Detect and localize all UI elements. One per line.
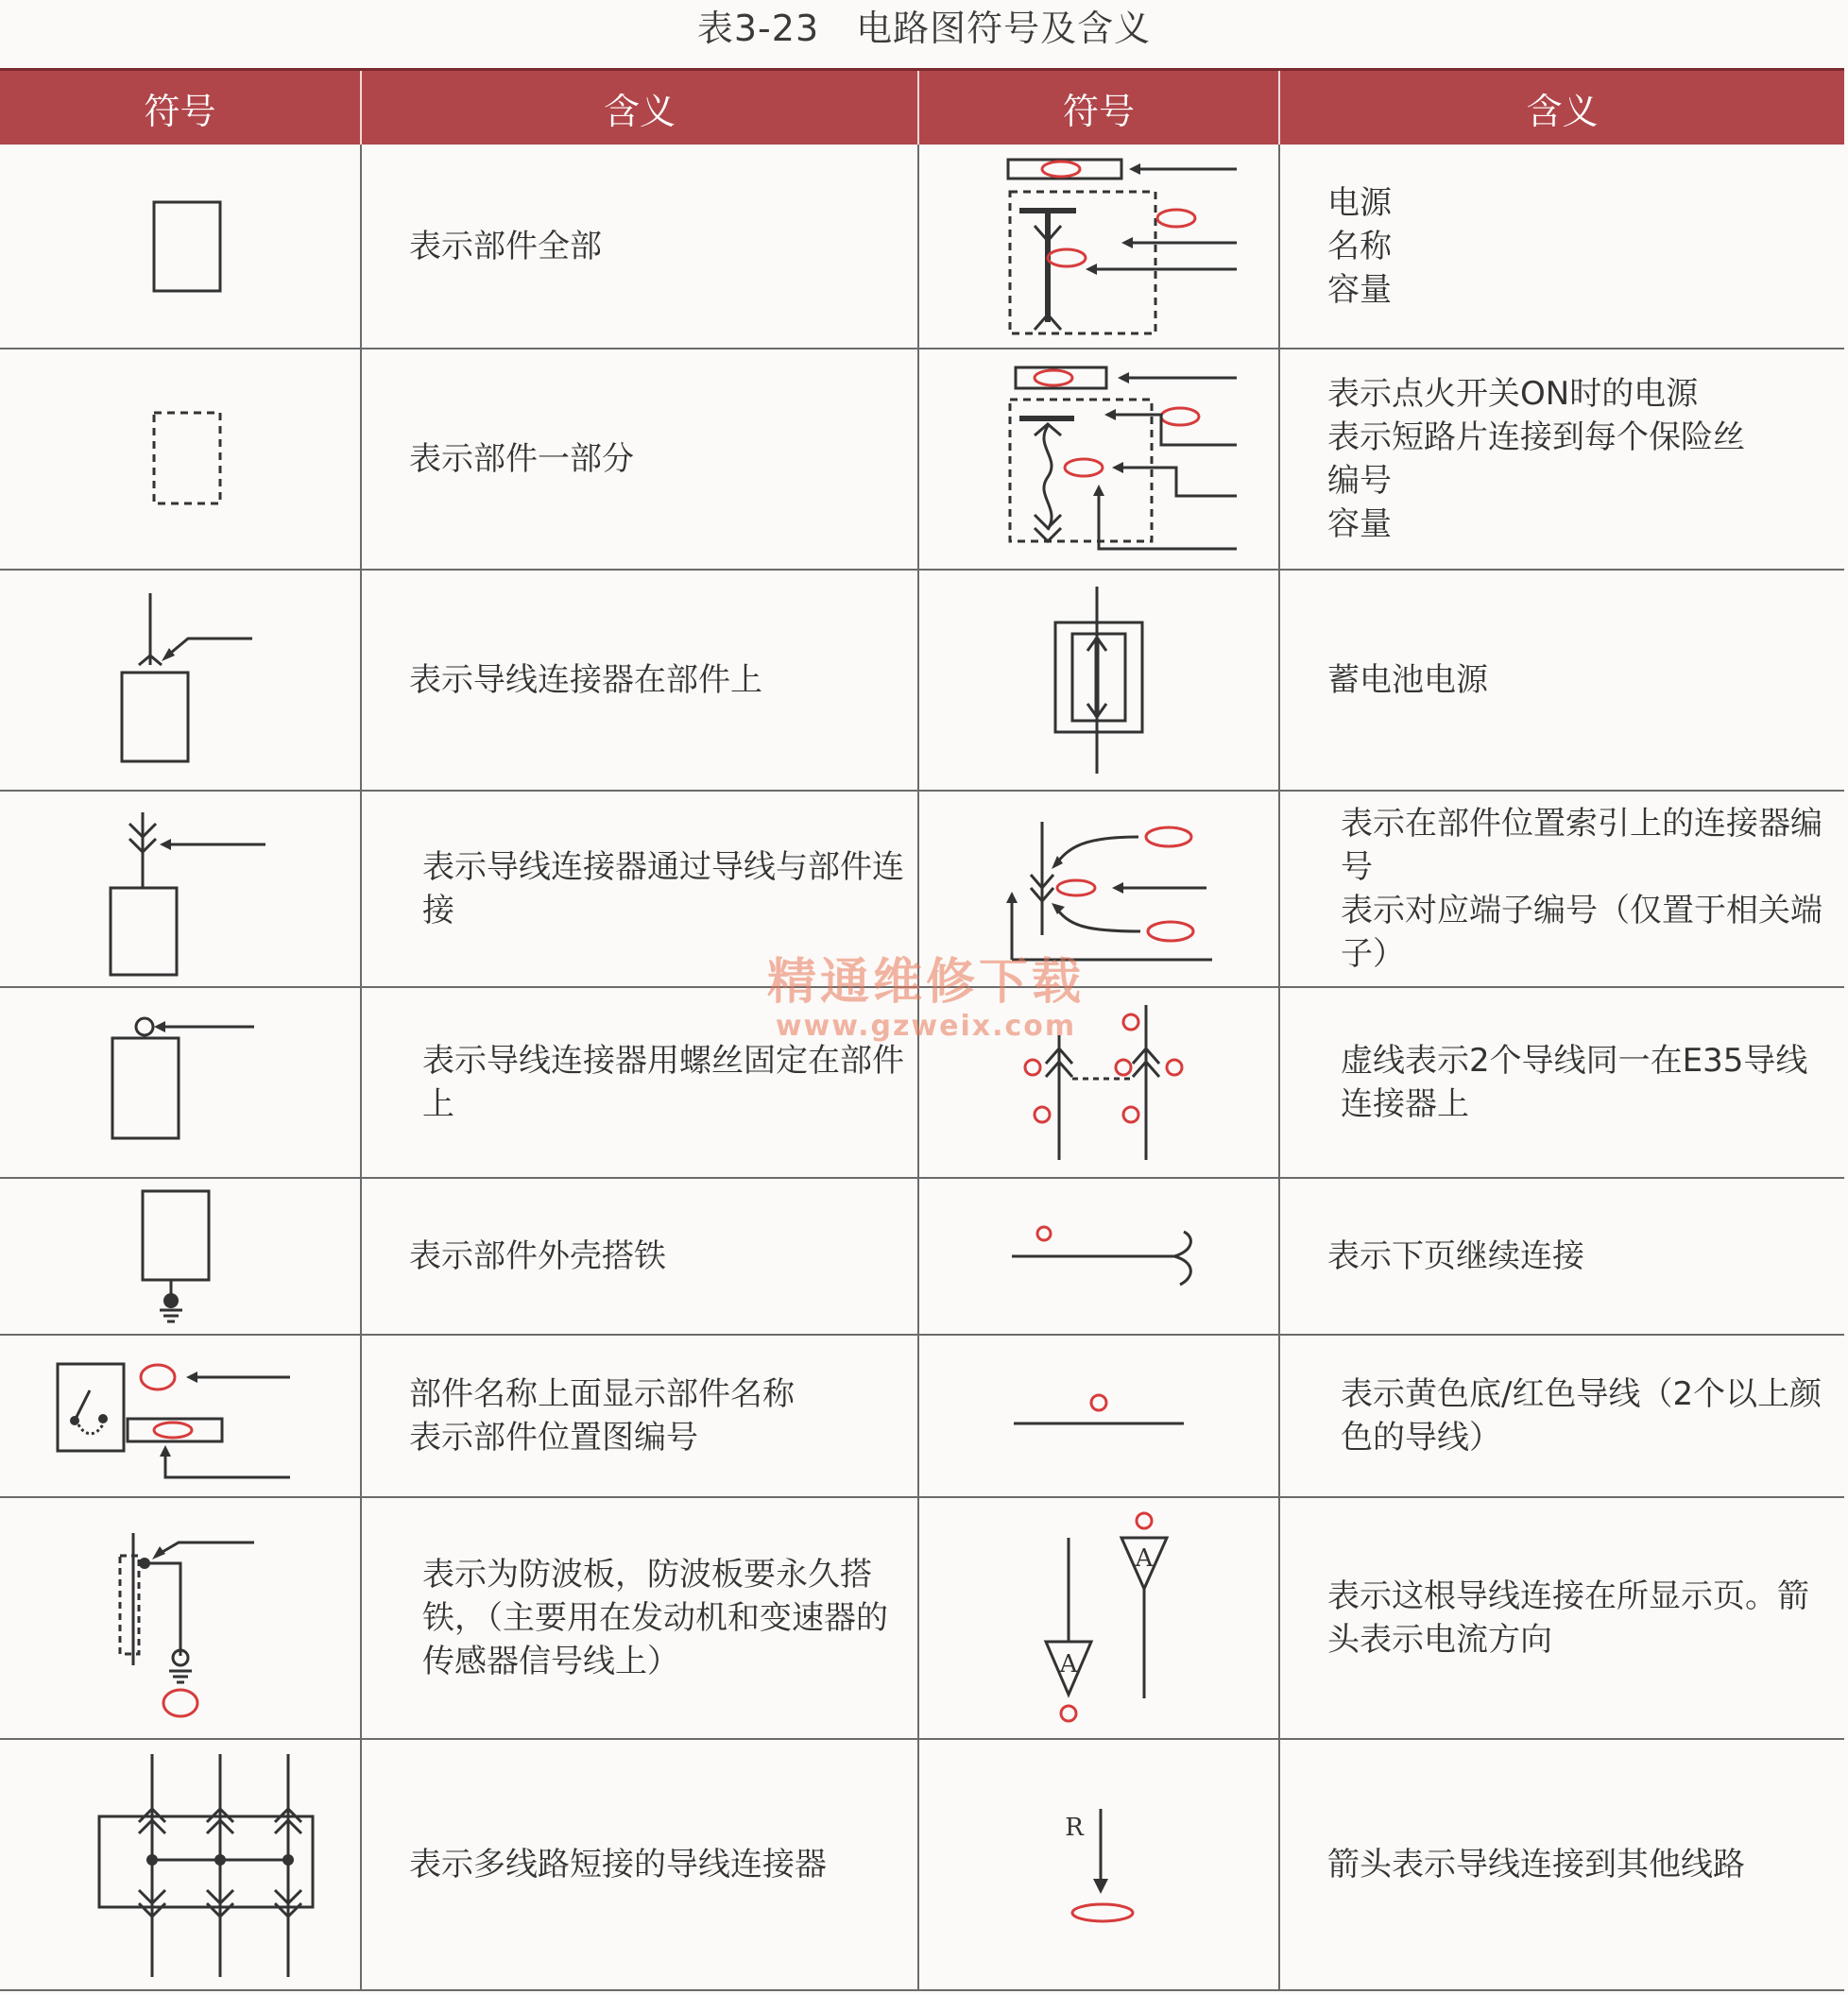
header-symbol-right: 符号 <box>918 70 1279 145</box>
symbol-cell <box>0 987 361 1178</box>
meaning-text: 表示部件位置图编号 <box>409 1419 698 1457</box>
meaning-text: 表示黄色底/红色导线（2个以上颜色的导线） <box>1341 1375 1822 1457</box>
symbol-cell <box>918 570 1279 791</box>
multi-wire-junction-icon <box>39 1747 322 1983</box>
meaning-cell <box>1279 570 1844 791</box>
connector-on-component-icon <box>67 586 294 775</box>
symbol-cell <box>0 570 361 791</box>
table-title: 表3-23 电路图符号及含义 <box>696 8 1152 49</box>
header-symbol-left: 符号 <box>0 70 361 145</box>
meaning-cell <box>361 1178 918 1335</box>
triangle-label: A <box>1135 1544 1154 1573</box>
symbol-cell <box>0 1739 361 1990</box>
meaning-cell <box>361 791 918 987</box>
watermark-text: 精通维修下载 <box>766 954 1085 1011</box>
meaning-cell <box>361 145 918 349</box>
meaning-text: 部件名称上面显示部件名称 <box>409 1375 795 1413</box>
arrow-label: R <box>1065 1814 1084 1842</box>
meaning-text: 表示这根导线连接在所显示页。箭头表示电流方向 <box>1327 1577 1809 1659</box>
table-row <box>0 145 1844 349</box>
header-meaning-left: 含义 <box>361 70 918 145</box>
case-ground-icon <box>86 1185 275 1327</box>
meaning-text: 表示下页继续连接 <box>1327 1237 1584 1275</box>
component-partial-icon <box>86 388 275 530</box>
table-row <box>0 1335 1844 1497</box>
symbol-cell <box>0 349 361 570</box>
meaning-text: 表示导线连接器通过导线与部件连接 <box>422 848 904 929</box>
meaning-text: 表示导线连接器在部件上 <box>409 661 762 699</box>
symbol-cell <box>0 1497 361 1739</box>
header-meaning-right: 含义 <box>1279 70 1844 145</box>
meaning-text: 表示部件一部分 <box>409 440 634 478</box>
meaning-text: 容量 <box>1327 505 1392 543</box>
wire-color-icon <box>985 1378 1212 1454</box>
meaning-text: 箭头表示导线连接到其他线路 <box>1327 1846 1745 1883</box>
symbol-cell <box>918 791 1279 987</box>
connector-via-wire-icon <box>67 799 294 979</box>
meaning-text: 表示短路片连接到每个保险丝 <box>1327 418 1745 456</box>
symbol-cell <box>0 1335 361 1497</box>
symbol-cell <box>918 1497 1279 1739</box>
power-source-icon <box>948 152 1250 341</box>
continue-next-page-icon <box>985 1219 1212 1294</box>
symbol-table <box>0 68 1844 1991</box>
meaning-cell <box>361 1335 918 1497</box>
meaning-text: 表示对应端子编号（仅置于相关端子） <box>1341 892 1822 973</box>
symbol-cell <box>918 1335 1279 1497</box>
meaning-text: 表示为防波板，防波板要永久搭铁，（主要用在发动机和变速器的传感器信号线上） <box>422 1556 888 1680</box>
meaning-text: 表示点火开关ON时的电源 <box>1327 375 1699 413</box>
symbol-cell <box>0 1178 361 1335</box>
meaning-cell <box>1279 349 1844 570</box>
triangle-label: A <box>1059 1650 1078 1679</box>
meaning-text: 表示导线连接器用螺丝固定在部件上 <box>422 1042 904 1123</box>
table-row <box>0 349 1844 570</box>
symbol-cell <box>918 1178 1279 1335</box>
table-header-row <box>0 70 1844 145</box>
symbol-cell <box>918 145 1279 349</box>
table-row <box>0 1739 1844 1990</box>
meaning-cell <box>361 349 918 570</box>
symbol-cell <box>0 145 361 349</box>
battery-icon <box>985 581 1212 779</box>
meaning-cell <box>1279 791 1844 987</box>
meaning-cell <box>361 1497 918 1739</box>
component-name-icon <box>29 1345 332 1487</box>
table-row <box>0 987 1844 1178</box>
meaning-cell <box>1279 987 1844 1178</box>
meaning-text: 名称 <box>1327 227 1392 265</box>
connector-index-icon <box>957 809 1241 969</box>
meaning-cell <box>1279 1335 1844 1497</box>
meaning-cell <box>1279 1497 1844 1739</box>
watermark-url: www.gzweix.com <box>775 1010 1077 1043</box>
page-link-arrow-icon <box>976 1509 1222 1727</box>
meaning-text: 表示多线路短接的导线连接器 <box>409 1846 827 1883</box>
meaning-text: 蓄电池电源 <box>1327 661 1488 699</box>
meaning-cell <box>1279 145 1844 349</box>
connector-screw-icon <box>67 1012 294 1153</box>
symbol-cell <box>0 791 361 987</box>
table-row <box>0 570 1844 791</box>
meaning-text: 编号 <box>1327 462 1392 500</box>
table-row <box>0 1178 1844 1335</box>
meaning-text: 表示部件全部 <box>409 227 602 265</box>
symbol-cell <box>918 349 1279 570</box>
meaning-cell <box>1279 1178 1844 1335</box>
ignition-power-icon <box>948 360 1250 558</box>
table-row <box>0 791 1844 987</box>
meaning-cell <box>361 570 918 791</box>
symbol-cell <box>918 987 1279 1178</box>
component-whole-icon <box>86 176 275 317</box>
other-circuit-arrow-icon <box>985 1794 1212 1935</box>
shield-ground-icon <box>58 1514 303 1722</box>
shared-connector-icon <box>985 997 1212 1167</box>
meaning-cell <box>1279 1739 1844 1990</box>
meaning-text: 电源 <box>1327 183 1392 222</box>
symbol-cell <box>918 1739 1279 1990</box>
meaning-text: 虚线表示2个导线同一在E35导线连接器上 <box>1341 1042 1808 1123</box>
meaning-cell <box>361 1739 918 1990</box>
meaning-text: 容量 <box>1327 270 1392 309</box>
meaning-cell <box>361 987 918 1178</box>
meaning-text: 表示在部件位置索引上的连接器编号 <box>1341 805 1822 886</box>
meaning-text: 表示部件外壳搭铁 <box>409 1237 666 1275</box>
table-row <box>0 1497 1844 1739</box>
